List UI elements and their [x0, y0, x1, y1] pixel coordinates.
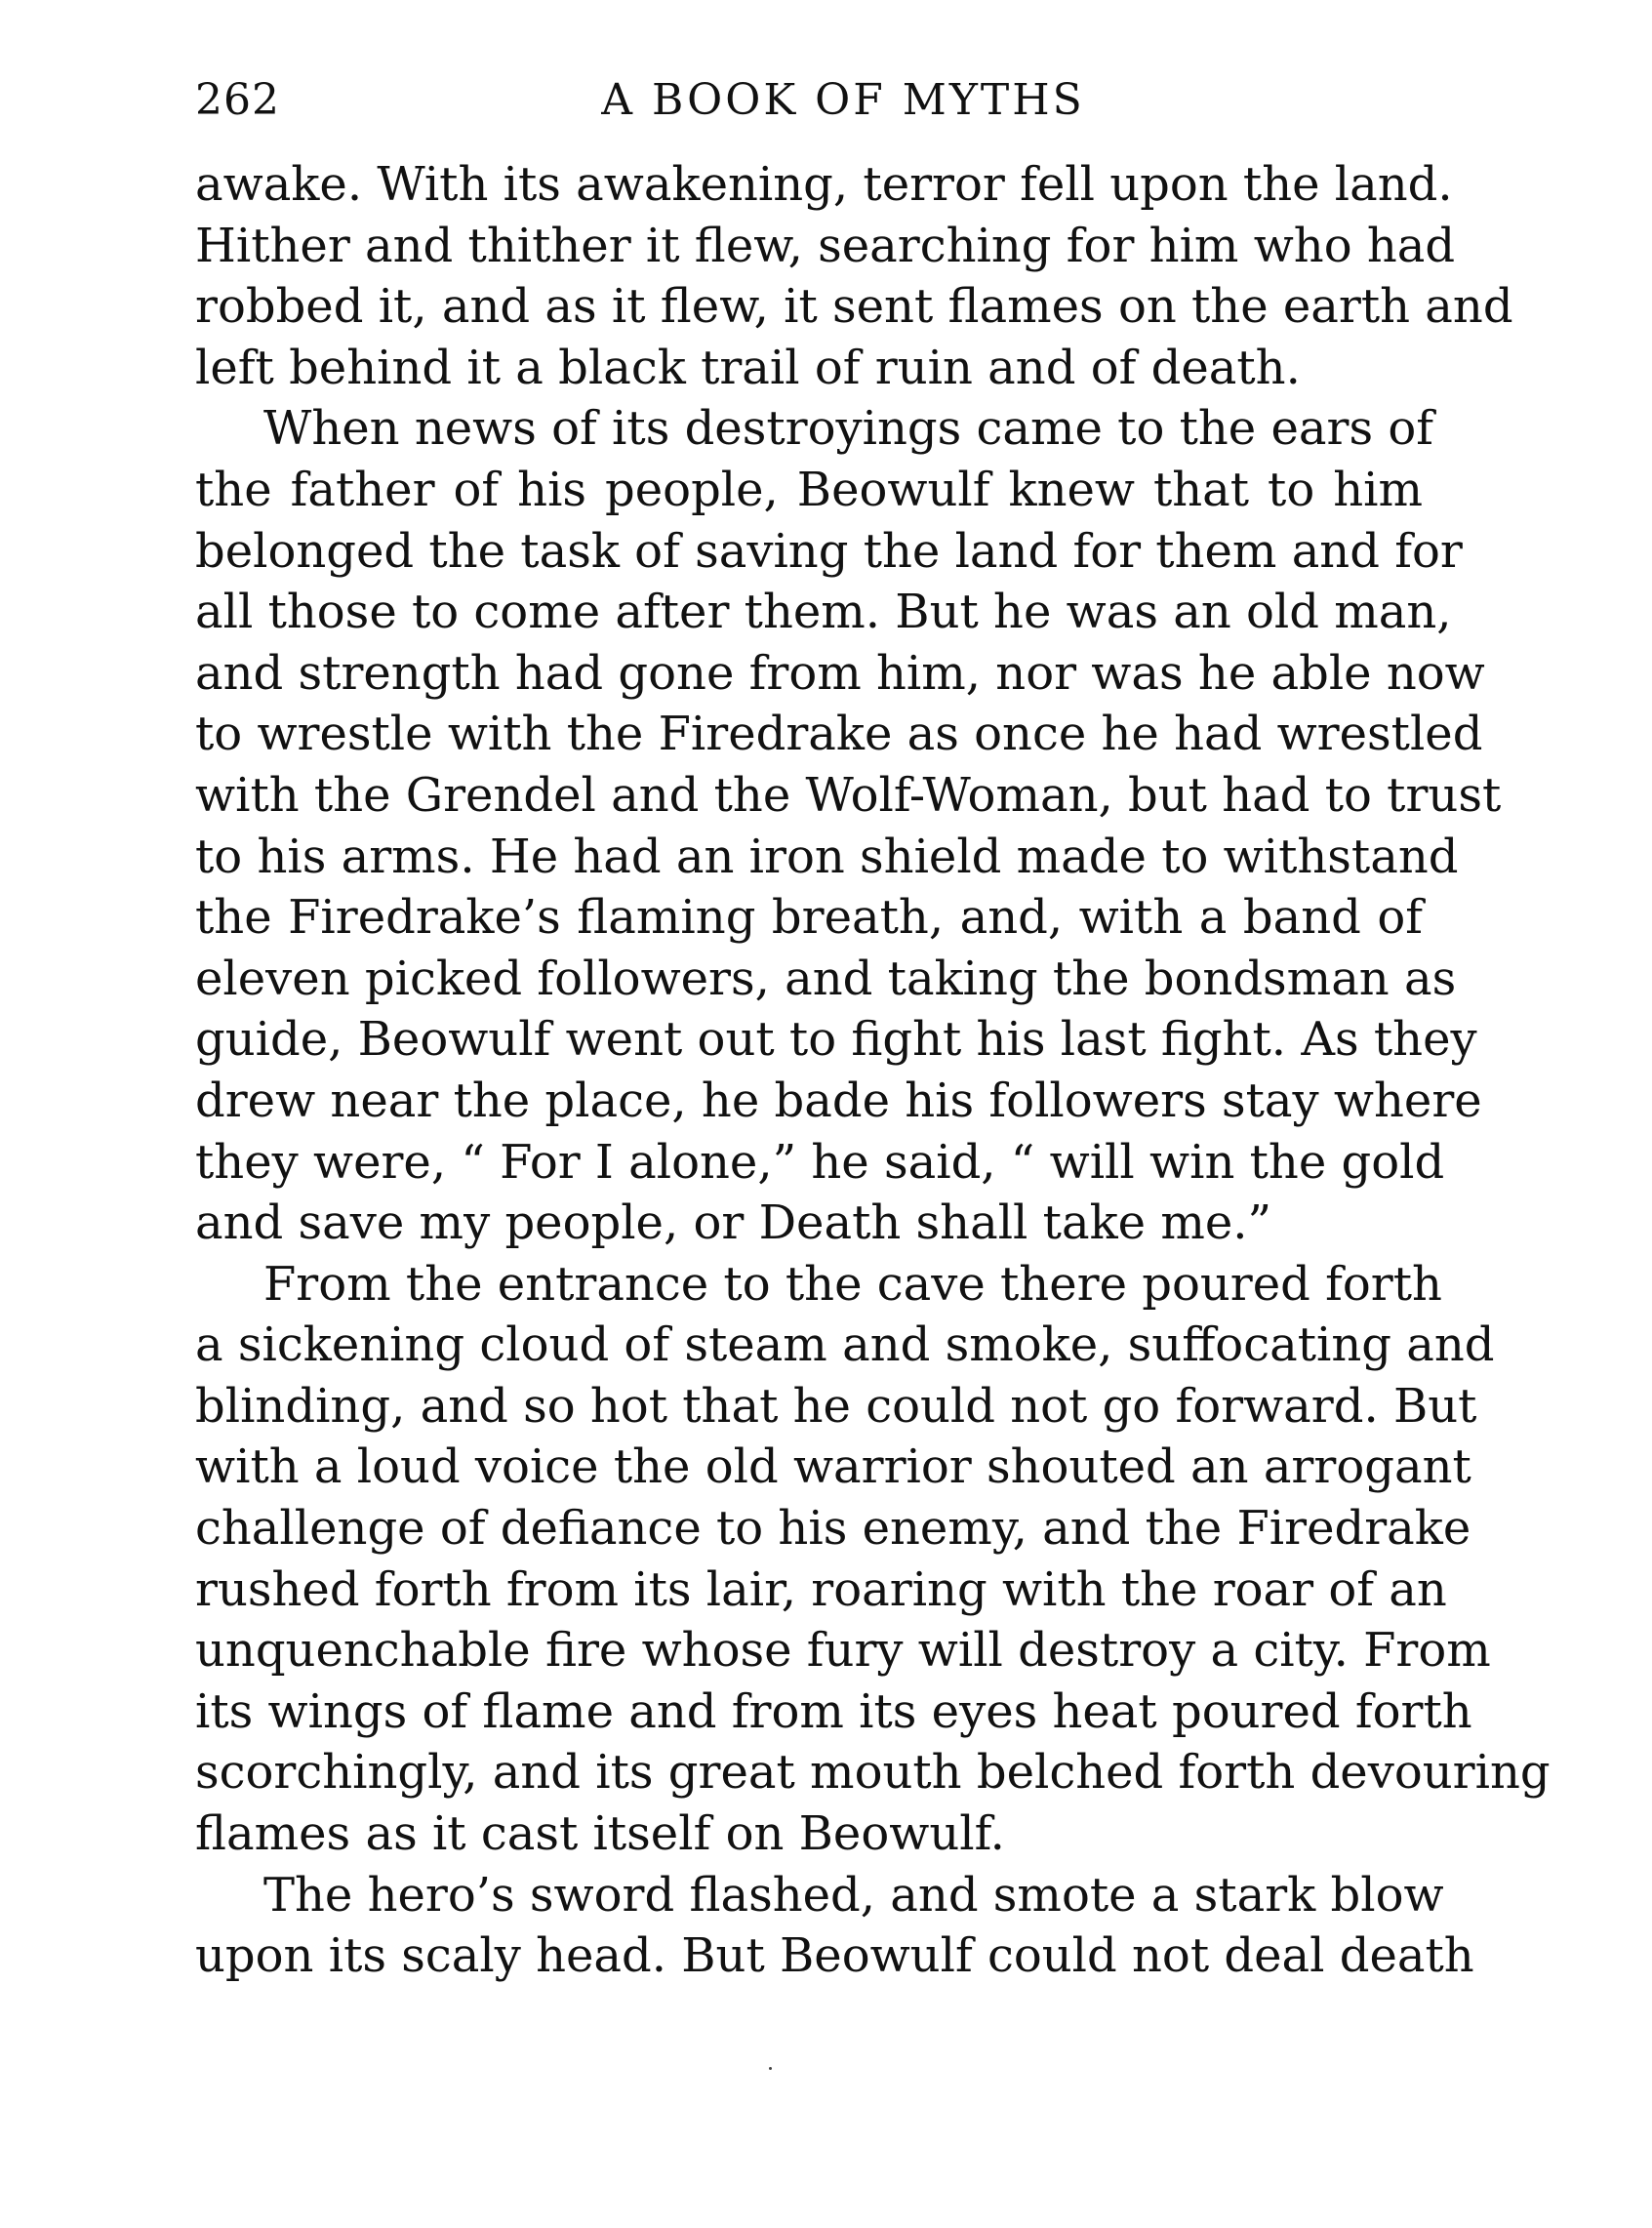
page-number: 262: [195, 75, 280, 125]
text-line: belonged the task of saving the land for them and for: [195, 523, 1463, 579]
text-line: challenge of defiance to his enemy, and the Firedrake: [195, 1501, 1471, 1557]
text-line: awake. With its awakening, terror fell upon the land.: [195, 157, 1453, 212]
text-line: When news of its destroyings came to the ears of: [263, 401, 1433, 457]
page-header: [195, 66, 1423, 135]
running-title: A BOOK OF MYTHS: [601, 75, 1085, 125]
text-line: unquenchable fire whose fury will destroy a city. From: [195, 1623, 1491, 1679]
paragraph-3: [195, 1254, 1551, 1865]
paragraph-2: [195, 398, 1502, 1253]
text-line: The hero’s sword flashed, and smote a stark blow: [263, 1867, 1444, 1923]
text-line: with a loud voice the old warrior shouted an arrogant: [195, 1439, 1471, 1495]
text-line: upon its scaly head. But Beowulf could not deal death: [195, 1928, 1474, 1984]
text-line: to wrestle with the Firedrake as once he had wrestled: [195, 707, 1483, 762]
print-speck: [769, 2067, 772, 2070]
body-text: [195, 154, 1551, 1987]
text-line: the father of his people, Beowulf knew that to him: [195, 462, 1423, 517]
text-line: its wings of flame and from its eyes heat poured forth: [195, 1683, 1472, 1739]
text-line: they were, “ For I alone,” he said, “ will win the gold: [195, 1134, 1445, 1190]
text-line: rushed forth from its lair, roaring with the roar of an: [195, 1561, 1447, 1617]
paragraph-4: [195, 1865, 1474, 1987]
text-line: with the Grendel and the Wolf-Woman, but had to trust: [195, 767, 1502, 823]
text-line: all those to come after them. But he was an old man,: [195, 585, 1452, 640]
text-line: blinding, and so hot that he could not go forward. But: [195, 1378, 1477, 1434]
text-line: scorchingly, and its great mouth belched forth devouring: [195, 1745, 1551, 1801]
text-line: flames as it cast itself on Beowulf.: [195, 1806, 1005, 1862]
text-line: robbed it, and as it flew, it sent flames on the earth and: [195, 279, 1513, 335]
text-line: drew near the place, he bade his followers stay where: [195, 1073, 1482, 1128]
text-line: to his arms. He had an iron shield made to withstand: [195, 829, 1459, 884]
text-line: eleven picked followers, and taking the bondsman as: [195, 951, 1457, 1006]
text-line: the Firedrake’s flaming breath, and, with a band of: [195, 890, 1423, 946]
text-line: Hither and thither it flew, searching for him who had: [195, 218, 1456, 273]
text-line: a sickening cloud of steam and smoke, suffocating and: [195, 1317, 1495, 1373]
text-line: and save my people, or Death shall take me.”: [195, 1195, 1272, 1251]
text-line: left behind it a black trail of ruin and of death.: [195, 340, 1301, 395]
paragraph-1: [195, 154, 1513, 398]
text-line: and strength had gone from him, nor was he able now: [195, 645, 1485, 701]
text-line: From the entrance to the cave there poured forth: [263, 1256, 1442, 1312]
text-line: guide, Beowulf went out to fight his last fight. As they: [195, 1012, 1477, 1068]
